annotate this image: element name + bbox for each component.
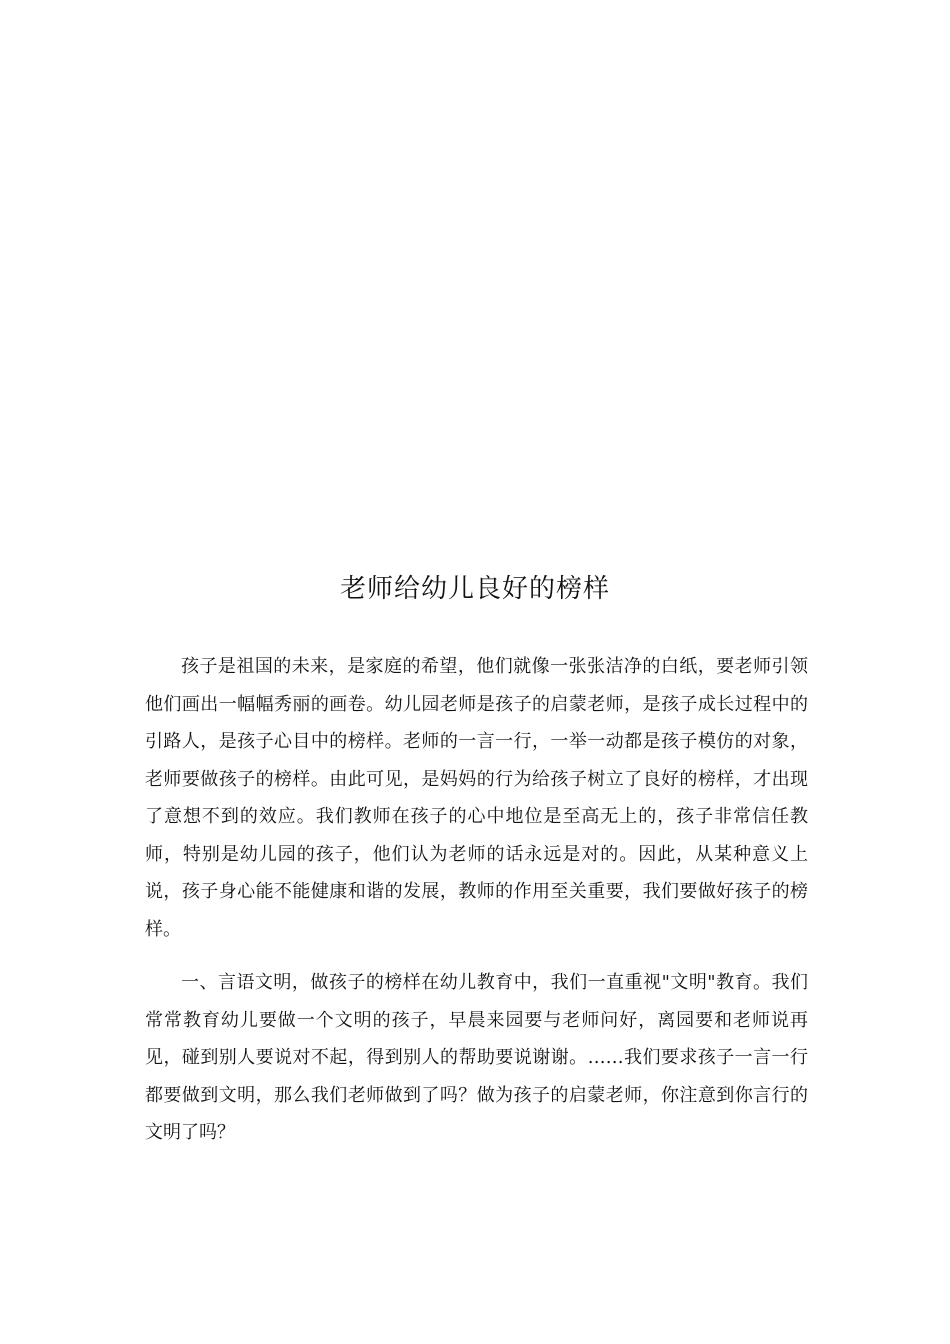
- paragraph: 一、言语文明，做孩子的榜样在幼儿教育中，我们一直重视"文明"教育。我们常常教育幼儿要做一个文明的孩子，早晨来园要与老师问好，离园要和老师说再见，碰到别人要说对不起，得到别人的帮助要说谢谢。……我们要求孩子一言一行都要做到文明，那么我们老师做到了吗？做为孩子的启蒙老师，你注意到你言行的文明了吗？: [145, 972, 808, 1143]
- paragraph: 孩子是祖国的未来，是家庭的希望，他们就像一张张洁净的白纸，要老师引领他们画出一幅幅秀丽的画卷。幼儿园老师是孩子的启蒙老师，是孩子成长过程中的引路人，是孩子心目中的榜样。老师的一言一行，一举一动都是孩子模仿的对象，老师要做孩子的榜样。由此可见，是妈妈的行为给孩子树立了良好的榜样，才出现了意想不到的效应。我们教师在孩子的心中地位是至高无上的，孩子非常信任教师，特别是幼儿园的孩子，他们认为老师的话永远是对的。因此，从某种意义上说，孩子身心能不能健康和谐的发展，教师的作用至关重要，我们要做好孩子的榜样。: [145, 656, 808, 940]
- document-body: [145, 648, 808, 1152]
- document-title: 老师给幼儿良好的榜样: [339, 574, 610, 604]
